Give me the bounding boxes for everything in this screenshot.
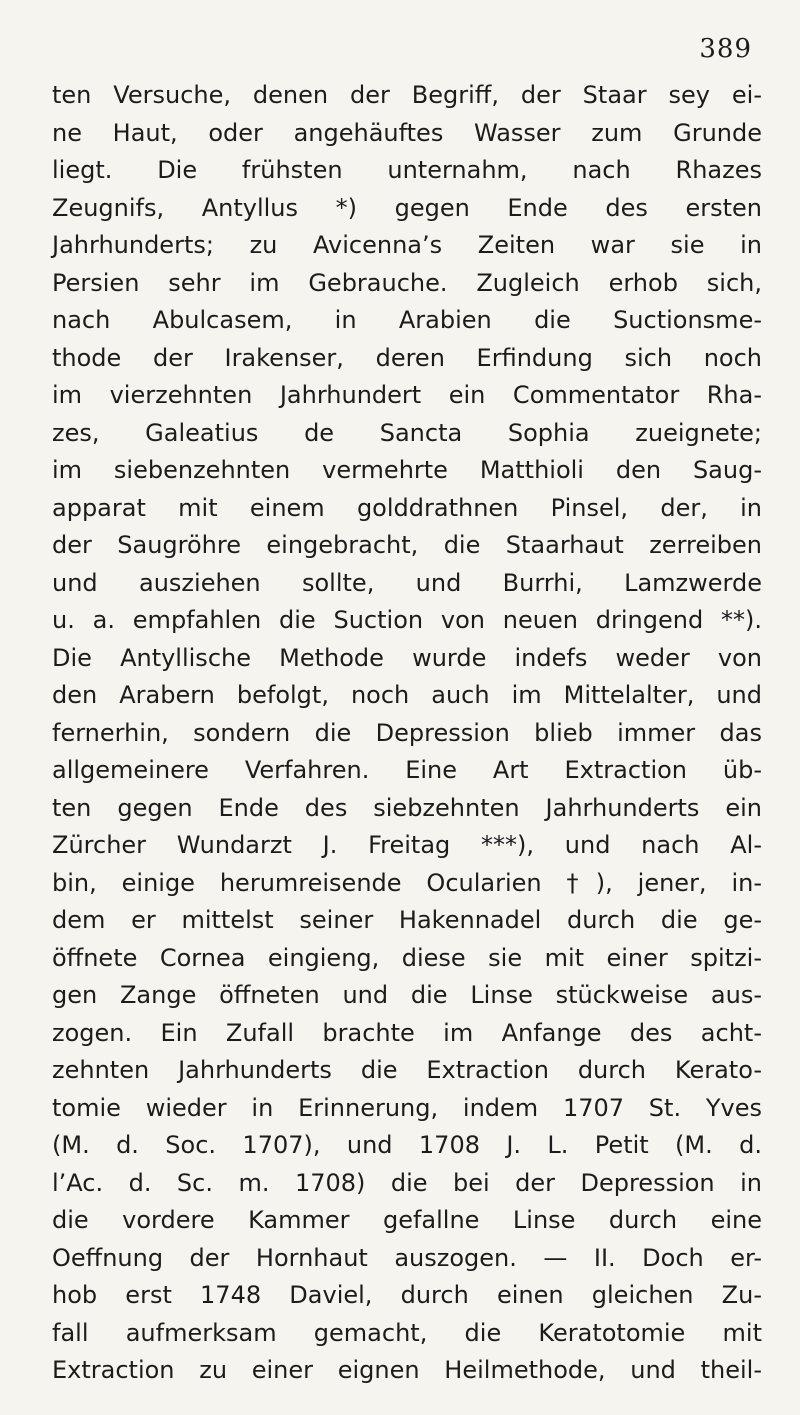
text-line: bin, einige herumreisende Ocularien †), jener, in- — [52, 868, 762, 897]
text-line: nach Abulcasem, in Arabien die Suctionsme- — [52, 306, 762, 334]
text-line: Zürcher Wundarzt J. Freitag ***), und nach Al- — [52, 831, 762, 859]
text-line: Jahrhunderts; zu Avicenna’s Zeiten war sie in — [52, 231, 762, 259]
text-line: thode der Irakenser, deren Erfindung sich noch — [52, 343, 762, 372]
text-line: u. a. empfahlen die Suction von neuen dringend **). — [52, 606, 762, 634]
text-line: tomie wieder in Erinnerung, indem 1707 St. Yves — [52, 1093, 762, 1122]
text-line: den Arabern befolgt, noch auch im Mittelalter, und — [52, 681, 762, 709]
text-line: im siebenzehnten vermehrte Matthioli den Saug- — [52, 456, 762, 484]
text-line: hob erst 1748 Daviel, durch einen gleichen Zu- — [52, 1281, 762, 1309]
text-line: öffnete Cornea eingieng, diese sie mit einer spitzi- — [52, 943, 762, 972]
text-line: ten gegen Ende des siebzehnten Jahrhunderts ein — [52, 793, 762, 822]
text-line: Die Antyllische Methode wurde indefs weder von — [52, 643, 762, 672]
text-line: fernerhin, sondern die Depression blieb immer das — [52, 718, 762, 747]
text-line: zogen. Ein Zufall brachte im Anfange des acht- — [52, 1018, 762, 1047]
text-line: apparat mit einem golddrathnen Pinsel, der, in — [52, 493, 762, 522]
text-line: allgemeinere Verfahren. Eine Art Extraction üb- — [52, 756, 762, 784]
text-line: der Saugröhre eingebracht, die Staarhaut zerreiben — [52, 531, 762, 559]
text-line: ne Haut, oder angehäuftes Wasser zum Grunde — [52, 118, 762, 147]
text-line: Persien sehr im Gebrauche. Zugleich erhob sich, — [52, 268, 762, 297]
text-line: Zeugnifs, Antyllus *) gegen Ende des ersten — [52, 193, 762, 222]
text-line: Oeffnung der Hornhaut auszogen. — II. Doch er- — [52, 1243, 762, 1272]
text-line: ten Versuche, denen der Begriff, der Staar sey ei- — [52, 81, 762, 109]
text-line: (M. d. Soc. 1707), und 1708 J. L. Petit (M. d. — [52, 1131, 762, 1159]
text-line: l’Ac. d. Sc. m. 1708) die bei der Depression in — [52, 1168, 762, 1197]
text-line: fall aufmerksam gemacht, die Keratotomie mit — [52, 1318, 762, 1347]
body-text — [52, 77, 762, 1390]
text-line: gen Zange öffneten und die Linse stückweise aus- — [52, 981, 762, 1009]
text-line: liegt. Die frühsten unternahm, nach Rhazes — [52, 156, 762, 184]
text-line: die vordere Kammer gefallne Linse durch eine — [52, 1206, 762, 1234]
text-line: und ausziehen sollte, und Burrhi, Lamzwerde — [52, 568, 762, 597]
text-line: Extraction zu einer eignen Heilmethode, und theil- — [52, 1356, 762, 1384]
text-line: zes, Galeatius de Sancta Sophia zueignete; — [52, 418, 762, 447]
text-line: im vierzehnten Jahrhundert ein Commentator Rha- — [52, 381, 762, 409]
page-number: 389 — [699, 34, 752, 64]
text-line: zehnten Jahrhunderts die Extraction durch Kerato- — [52, 1056, 762, 1084]
text-line: dem er mittelst seiner Hakennadel durch die ge- — [52, 906, 762, 934]
